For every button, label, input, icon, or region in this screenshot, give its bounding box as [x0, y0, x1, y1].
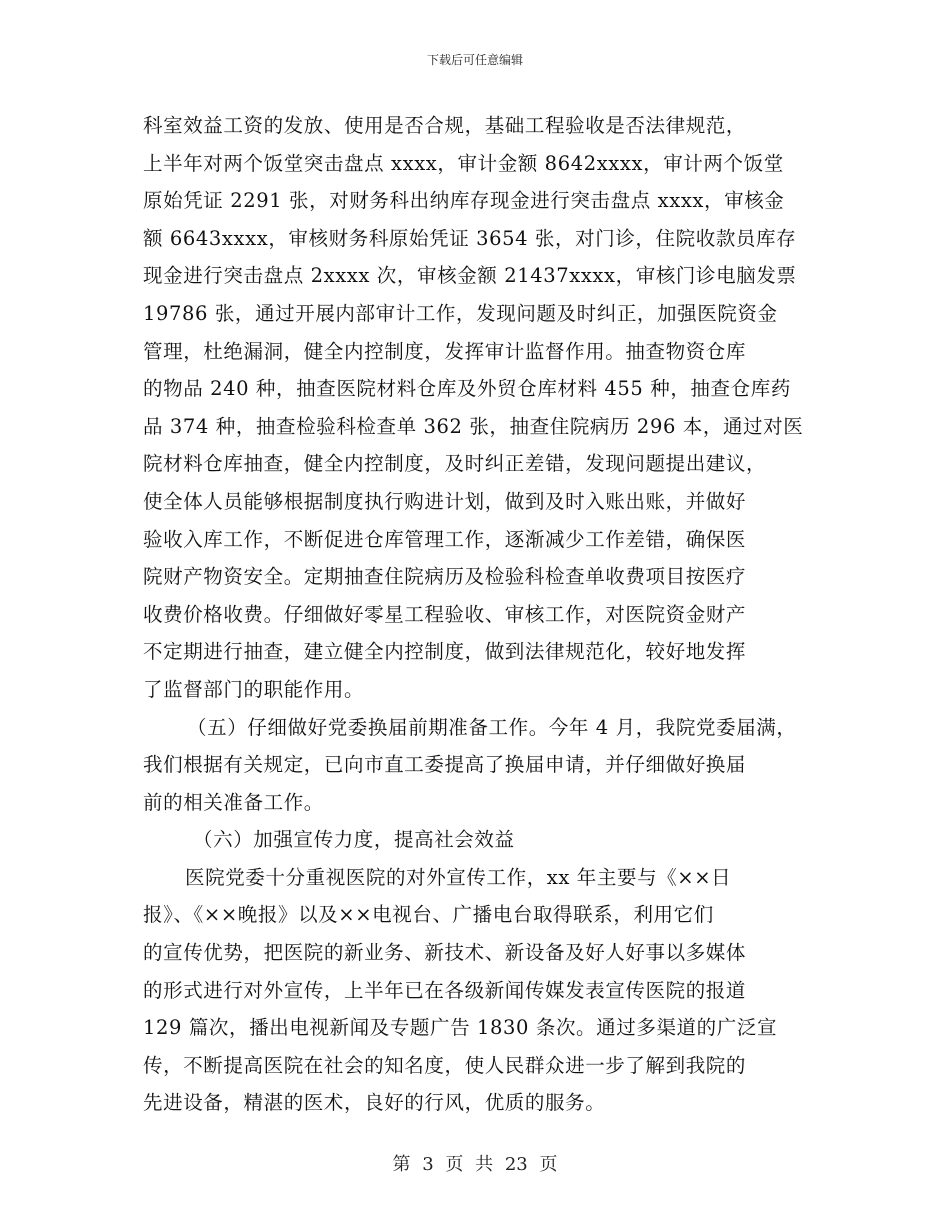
section-five-line: （五）仔细做好党委换届前期准备工作。今年 4 月，我院党委届满，: [187, 715, 797, 739]
body-line: 现金进行突击盘点 2xxxx 次，审核金额 21437xxxx，审核门诊电脑发票: [143, 264, 797, 288]
body-line: 原始凭证 2291 张，对财务科出纳库存现金进行突击盘点 xxxx，审核金: [143, 189, 785, 213]
body-line: 传，不断提高医院在社会的知名度，使人民群众进一步了解到我院的: [143, 1053, 747, 1077]
body-line: 上半年对两个饭堂突击盘点 xxxx，审计金额 8642xxxx，审计两个饭堂: [143, 151, 784, 175]
body-line: 19786 张，通过开展内部审计工作，发现问题及时纠正，加强医院资金: [143, 301, 778, 325]
body-line: 不定期进行抽查，建立健全内控制度，做到法律规范化，较好地发挥: [143, 640, 747, 664]
body-line: 前的相关准备工作。: [143, 790, 324, 814]
body-line: 额 6643xxxx，审核财务科原始凭证 3654 张，对门诊，住院收款员库存: [143, 226, 797, 250]
paragraph-first-line: 医院党委十分重视医院的对外宣传工作，xx 年主要与《××日: [185, 865, 732, 889]
body-line: 院财产物资安全。定期抽查住院病历及检验科检查单收费项目按医疗: [143, 565, 747, 589]
body-line: 科室效益工资的发放、使用是否合规，基础工程验收是否法律规范，: [143, 114, 747, 137]
page-header: 下载后可任意编辑: [426, 53, 523, 67]
body-line: 的物品 240 种，抽查医院材料仓库及外贸仓库材料 455 种，抽查仓库药: [143, 377, 791, 401]
body-line: 报》、《××晚报》以及××电视台、广播电台取得联系，利用它们: [143, 903, 714, 927]
body-line: 的形式进行对外宣传，上半年已在各级新闻传媒发表宣传医院的报道: [143, 978, 747, 1002]
body-line: 的宣传优势，把医院的新业务、新技术、新设备及好人好事以多媒体: [143, 941, 747, 965]
body-line: 院材料仓库抽查，健全内控制度，及时纠正差错，发现问题提出建议，: [143, 452, 767, 476]
body-line: 管理，杜绝漏洞，健全内控制度，发挥审计监督作用。抽查物资仓库: [143, 339, 747, 363]
body-line: 先进设备，精湛的医术，良好的行风，优质的服务。: [143, 1091, 606, 1115]
document-body: [143, 107, 833, 1122]
body-line: 品 374 种，抽查检验科检查单 362 张，抽查住院病历 296 本，通过对医: [143, 414, 804, 438]
body-line: 收费价格收费。仔细做好零星工程验收、审核工作，对医院资金财产: [143, 602, 747, 626]
body-line: 验收入库工作，不断促进仓库管理工作，逐渐减少工作差错，确保医: [143, 527, 747, 551]
section-six-heading: （六）加强宣传力度，提高社会效益: [193, 828, 515, 852]
body-line: 129 篇次，播出电视新闻及专题广告 1830 条次。通过多渠道的广泛宣: [143, 1016, 778, 1040]
body-line: 了监督部门的职能作用。: [143, 677, 365, 701]
body-line: 我们根据有关规定，已向市直工委提高了换届申请，并仔细做好换届: [143, 753, 747, 777]
page-number-footer: 第 3 页 共 23 页: [392, 1154, 558, 1175]
body-line: 使全体人员能够根据制度执行购进计划，做到及时入账出账，并做好: [143, 489, 747, 513]
